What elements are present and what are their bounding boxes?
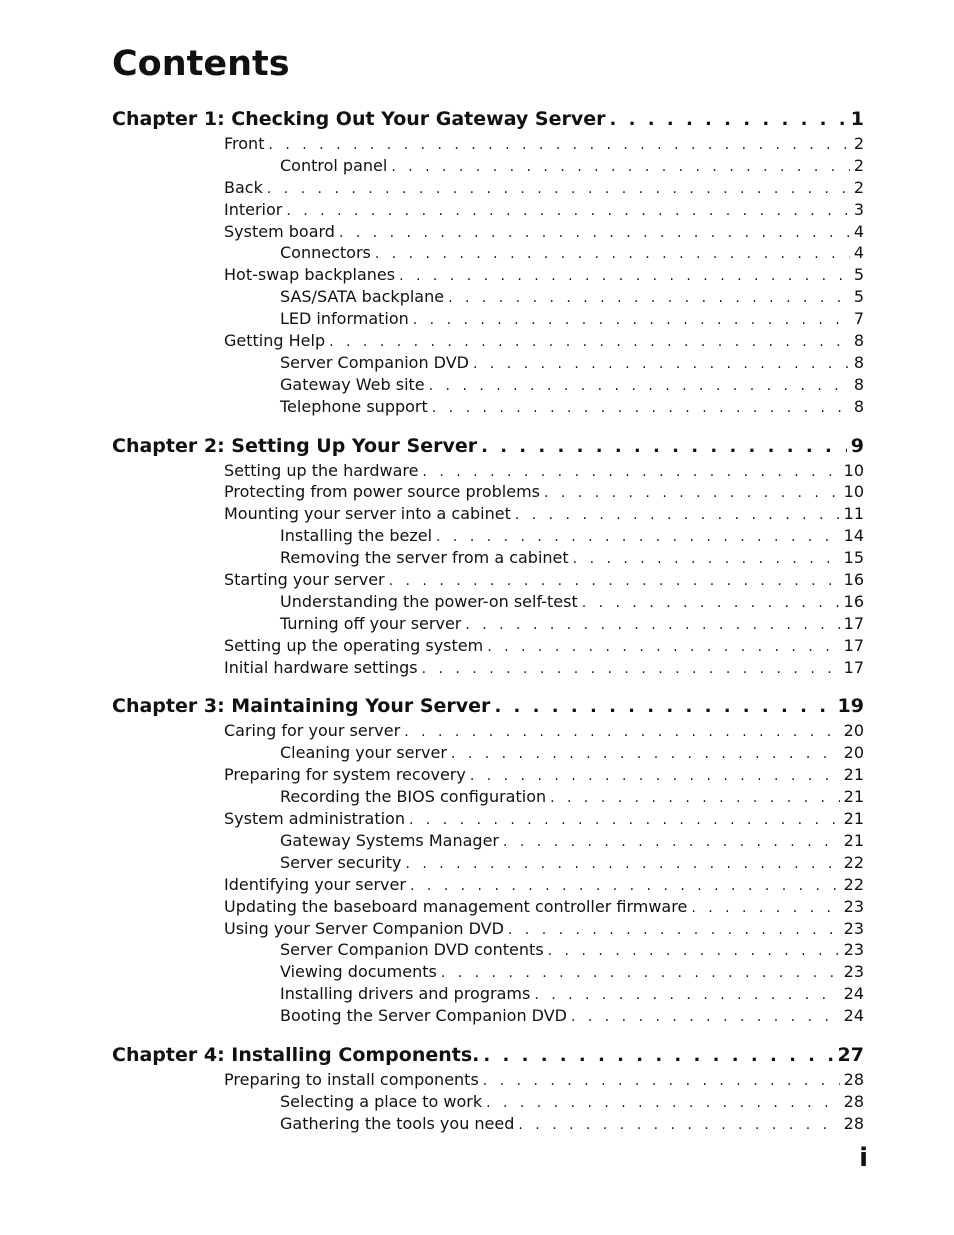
dot-leader (413, 310, 850, 332)
chapter-label: Chapter 2: (112, 434, 225, 457)
toc-entry[interactable] (112, 657, 864, 679)
entry-page-number: 21 (843, 765, 864, 785)
entry-title: Telephone support (280, 396, 428, 416)
chapter-title: Installing Components. (231, 1043, 480, 1066)
entry-title: Server Companion DVD contents (280, 940, 544, 960)
toc-subentry[interactable] (112, 852, 864, 874)
dot-leader (534, 985, 839, 1007)
dot-leader (436, 527, 840, 549)
chapter-block (112, 693, 864, 1026)
entry-page-number: 23 (843, 940, 864, 960)
toc-entry[interactable] (112, 503, 864, 525)
entry-title: Starting your server (224, 570, 385, 590)
entry-title: Interior (224, 199, 283, 219)
toc-entry[interactable] (112, 874, 864, 896)
entry-page-number: 4 (853, 221, 864, 241)
toc-subentry[interactable] (112, 1005, 864, 1027)
entry-title: Gateway Web site (280, 374, 425, 394)
entry-page-number: 24 (843, 984, 864, 1004)
chapter-page-number: 1 (850, 108, 864, 130)
entry-page-number: 2 (853, 134, 864, 153)
entry-title: SAS/SATA backplane (280, 287, 445, 307)
entry-title: Updating the baseboard management controller firmware (224, 896, 688, 916)
toc-subentry[interactable] (112, 242, 864, 264)
table-of-contents (112, 106, 864, 1150)
toc-subentry[interactable] (112, 286, 864, 308)
entry-page-number: 14 (843, 526, 864, 546)
entry-title: Protecting from power source problems (224, 482, 541, 502)
dot-leader (465, 615, 839, 637)
entry-title: Removing the server from a cabinet (280, 548, 569, 568)
chapter-page-number: 19 (837, 695, 864, 718)
dot-leader (268, 135, 849, 157)
dot-leader (399, 266, 850, 288)
entry-page-number: 4 (853, 243, 864, 263)
dot-leader (515, 505, 840, 527)
dot-leader (422, 462, 839, 484)
entry-title: Hot-swap backplanes (224, 265, 396, 285)
dot-leader (451, 744, 840, 766)
dot-leader (267, 179, 850, 201)
toc-entry[interactable] (112, 199, 864, 221)
dot-leader (571, 1007, 840, 1029)
dot-leader (286, 201, 849, 223)
dot-leader (487, 637, 839, 659)
entry-page-number: 16 (843, 591, 864, 611)
toc-entry[interactable] (112, 177, 864, 199)
chapter-title: Checking Out Your Gateway Server (231, 108, 606, 130)
dot-leader (503, 832, 840, 854)
chapter-heading[interactable] (112, 693, 864, 719)
toc-subentry[interactable] (112, 961, 864, 983)
entry-title: Installing the bezel (280, 526, 433, 546)
toc-subentry[interactable] (112, 525, 864, 547)
toc-entry[interactable] (112, 896, 864, 918)
toc-entry[interactable] (112, 764, 864, 786)
entry-page-number: 20 (843, 743, 864, 763)
dot-leader (389, 571, 840, 593)
dot-leader (448, 288, 850, 310)
dot-leader (409, 810, 840, 832)
entry-page-number: 8 (853, 374, 864, 394)
chapter-block (112, 106, 864, 418)
toc-entry[interactable] (112, 330, 864, 352)
entry-title: Setting up the operating system (224, 635, 484, 655)
page-number: i (859, 1143, 868, 1173)
entry-title: Recording the BIOS configuration (280, 787, 547, 807)
chapter-heading[interactable] (112, 433, 864, 459)
toc-subentry[interactable] (112, 786, 864, 808)
dot-leader (391, 157, 850, 179)
toc-subentry[interactable] (112, 396, 864, 418)
entry-page-number: 20 (843, 721, 864, 741)
entry-title: Identifying your server (224, 874, 406, 894)
toc-entry[interactable] (112, 481, 864, 503)
toc-entry[interactable] (112, 264, 864, 286)
toc-subentry[interactable] (112, 308, 864, 330)
chapter-title: Maintaining Your Server (231, 695, 491, 718)
dot-leader (339, 223, 850, 245)
dot-leader (518, 1115, 839, 1137)
dot-leader (441, 963, 840, 985)
entry-page-number: 8 (853, 396, 864, 416)
dot-leader (582, 593, 840, 615)
toc-entry[interactable] (112, 133, 864, 155)
toc-subentry[interactable] (112, 613, 864, 635)
dot-leader (691, 898, 839, 920)
entry-page-number: 8 (853, 352, 864, 372)
toc-subentry[interactable] (112, 983, 864, 1005)
entry-title: LED information (280, 309, 409, 329)
toc-entry[interactable] (112, 720, 864, 742)
chapter-label: Chapter 1: (112, 108, 225, 130)
entry-page-number: 17 (843, 657, 864, 677)
entry-page-number: 16 (843, 570, 864, 590)
dot-leader (508, 920, 840, 942)
toc-subentry[interactable] (112, 1091, 864, 1113)
page-title: Contents (112, 44, 290, 84)
entry-page-number: 24 (843, 1006, 864, 1026)
entry-page-number: 21 (843, 830, 864, 850)
entry-title: Server Companion DVD (280, 352, 469, 372)
dot-leader (483, 1043, 833, 1069)
chapter-heading[interactable] (112, 106, 864, 132)
dot-leader (573, 549, 840, 571)
entry-title: Setting up the hardware (224, 460, 419, 480)
entry-title: Booting the Server Companion DVD (280, 1006, 567, 1026)
entry-title: Mounting your server into a cabinet (224, 504, 511, 524)
dot-leader (483, 1071, 840, 1093)
entry-page-number: 23 (843, 962, 864, 982)
entry-page-number: 15 (843, 548, 864, 568)
toc-subentry[interactable] (112, 1113, 864, 1135)
entry-page-number: 11 (843, 504, 864, 524)
dot-leader (486, 1093, 840, 1115)
dot-leader (329, 332, 850, 354)
entry-page-number: 8 (853, 331, 864, 351)
entry-title: Server security (280, 852, 402, 872)
entry-page-number: 10 (843, 460, 864, 480)
entry-page-number: 28 (843, 1069, 864, 1089)
entry-page-number: 2 (853, 177, 864, 197)
dot-leader (470, 766, 840, 788)
entry-page-number: 5 (853, 287, 864, 307)
chapter-label: Chapter 3: (112, 695, 225, 718)
toc-entry[interactable] (112, 569, 864, 591)
entry-title: Back (224, 177, 263, 197)
entry-page-number: 21 (843, 809, 864, 829)
entry-title: Understanding the power-on self-test (280, 591, 578, 611)
entry-title: Gathering the tools you need (280, 1113, 515, 1133)
dot-leader (422, 659, 840, 681)
entry-title: System administration (224, 809, 405, 829)
entry-title: Installing drivers and programs (280, 984, 531, 1004)
dot-leader (429, 376, 850, 398)
entry-page-number: 22 (843, 852, 864, 872)
entry-title: Preparing to install components (224, 1069, 479, 1089)
dot-leader (544, 483, 840, 505)
entry-title: Front (224, 134, 265, 153)
entry-title: Preparing for system recovery (224, 765, 466, 785)
entry-page-number: 23 (843, 896, 864, 916)
toc-subentry[interactable] (112, 352, 864, 374)
entry-title: Caring for your server (224, 721, 401, 741)
toc-entry[interactable] (112, 918, 864, 940)
entry-page-number: 7 (853, 309, 864, 329)
entry-title: Connectors (280, 243, 371, 263)
toc-subentry[interactable] (112, 939, 864, 961)
toc-subentry[interactable] (112, 374, 864, 396)
entry-title: Using your Server Companion DVD (224, 918, 504, 938)
entry-page-number: 23 (843, 918, 864, 938)
entry-page-number: 10 (843, 482, 864, 502)
dot-leader (404, 722, 839, 744)
dot-leader (375, 244, 850, 266)
toc-entry[interactable] (112, 808, 864, 830)
entry-page-number: 28 (843, 1113, 864, 1133)
toc-subentry[interactable] (112, 547, 864, 569)
dot-leader (405, 854, 839, 876)
dot-leader (432, 398, 850, 420)
entry-title: Initial hardware settings (224, 657, 418, 677)
dot-leader (548, 941, 840, 963)
toc-entry[interactable] (112, 1069, 864, 1091)
chapter-block (112, 433, 864, 679)
chapter-label: Chapter 4: (112, 1043, 225, 1066)
dot-leader (473, 354, 850, 376)
entry-page-number: 17 (843, 635, 864, 655)
toc-subentry[interactable] (112, 591, 864, 613)
entry-title: Viewing documents (280, 962, 437, 982)
chapter-page-number: 9 (850, 434, 864, 457)
chapter-heading[interactable] (112, 1042, 864, 1068)
toc-subentry[interactable] (112, 742, 864, 764)
toc-entry[interactable] (112, 460, 864, 482)
entry-page-number: 21 (843, 787, 864, 807)
entry-title: Getting Help (224, 331, 326, 351)
entry-page-number: 17 (843, 613, 864, 633)
entry-title: Turning off your server (280, 613, 462, 633)
entry-page-number: 5 (853, 265, 864, 285)
chapter-block (112, 1042, 864, 1135)
entry-title: Cleaning your server (280, 743, 447, 763)
entry-page-number: 28 (843, 1091, 864, 1111)
dot-leader (410, 876, 840, 898)
toc-subentry[interactable] (112, 155, 864, 177)
entry-title: System board (224, 221, 335, 241)
dot-leader (550, 788, 840, 810)
entry-title: Selecting a place to work (280, 1091, 483, 1111)
toc-entry[interactable] (112, 635, 864, 657)
dot-leader (494, 694, 833, 720)
chapter-page-number: 27 (837, 1043, 864, 1066)
entry-page-number: 3 (853, 199, 864, 219)
entry-title: Gateway Systems Manager (280, 830, 499, 850)
dot-leader (481, 434, 847, 460)
toc-entry[interactable] (112, 221, 864, 243)
chapter-title: Setting Up Your Server (231, 434, 478, 457)
dot-leader (610, 107, 847, 133)
entry-title: Control panel (280, 155, 388, 175)
entry-page-number: 22 (843, 874, 864, 894)
entry-page-number: 2 (853, 155, 864, 175)
toc-subentry[interactable] (112, 830, 864, 852)
